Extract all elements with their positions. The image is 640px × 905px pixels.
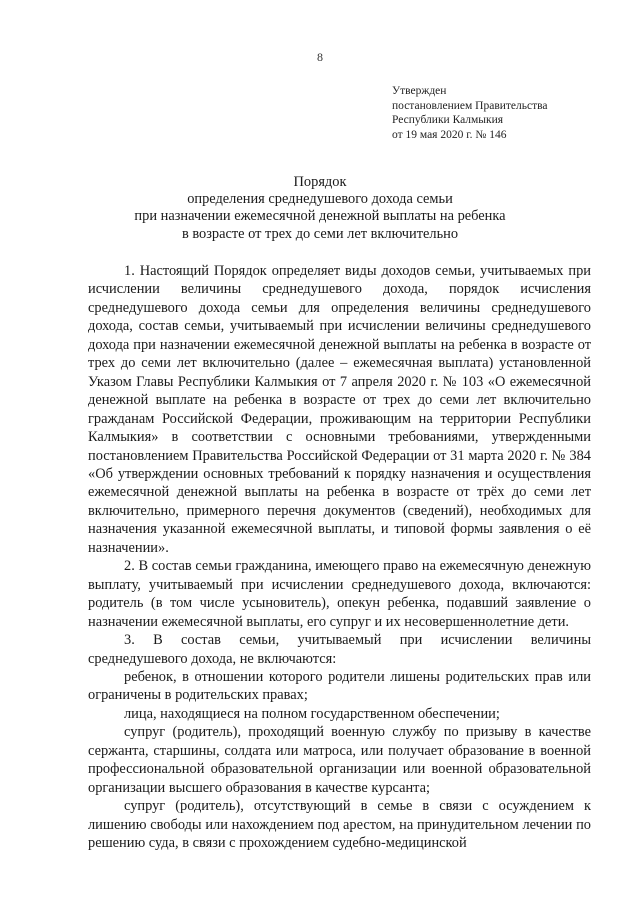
title-line: при назначении ежемесячной денежной выплаты на ребенка — [134, 208, 506, 225]
approval-stamp — [392, 84, 548, 142]
approval-line: от 19 мая 2020 г. № 146 — [392, 128, 507, 141]
approval-line: Республики Калмыкия — [392, 114, 504, 126]
document-body — [88, 262, 591, 853]
paragraph-2: 2. В состав семьи гражданина, имеющего право на ежемесячную денежную выплату, учитываемый при исчислении среднедушевого дохода, включаются: родитель (в том числе усыновитель), опекун ребенка, подавший заявление о назначении ежемесячной выплаты, его супруг и их несовершеннолетние дети. — [88, 558, 591, 630]
paragraph-military: супруг (родитель), проходящий военную службу по призыву в качестве сержанта, старшины, солдата или матроса, или получает образование в военной профессиональной образовательной организации или военной образовательной организации высшего образования в качестве курсанта; — [88, 724, 591, 796]
paragraph-3: 3. В состав семьи, учитываемый при исчислении величины среднедушевого дохода, не включаются: — [88, 632, 591, 667]
title-line: Порядок — [293, 174, 347, 190]
paragraph-child-exclusion: ребенок, в отношении которого родители лишены родительских прав или ограничены в родительских правах; — [88, 668, 591, 704]
title-line: в возрасте от трех до семи лет включительно — [181, 225, 459, 242]
title-line: определения среднедушевого дохода семьи — [187, 191, 453, 208]
document-title — [60, 174, 580, 243]
paragraph-state-support: лица, находящиеся на полном государственном обеспечении; — [124, 705, 500, 722]
paragraph-absent-spouse: супруг (родитель), отсутствующий в семье в связи с осуждением к лишению свободы или нахождением под арестом, на принудительном лечении по решению суда, в связи с прохождением судебно-медицинской — [88, 798, 591, 852]
approval-line: постановлением Правительства — [392, 99, 548, 112]
approval-line: Утвержден — [392, 85, 447, 97]
page-number: 8 — [317, 50, 323, 64]
paragraph-1: 1. Настоящий Порядок определяет виды доходов семьи, учитываемых при исчислении величины среднедушевого дохода, порядок исчисления среднедушевого дохода семьи для определения величины среднедушевого дохода, состав семьи, учитываемый при исчислении величины среднедушевого дохода при назначении ежемесячной денежной выплаты на ребенка в возрасте от трех до семи лет включительно (далее – ежемесячная выплата) установленной Указом Главы Республики Калмыкия от 7 апреля 2020 г. № 103 «О ежемесячной денежной выплате на ребенка в возрасте от трех до семи лет включительно гражданам Российской Федерации, проживающим на территории Республики Калмыкия» в соответствии с основными требованиями, утвержденными постановлением Правительства Российской Федерации от 31 марта 2020 г. № 384 «Об утверждении основных требований к порядку назначения и осуществления ежемесячной денежной выплаты на ребенка в возрасте от трёх до семи лет включительно, примерного перечня документов (сведений), необходимых для назначения указанной ежемесячной выплаты, и типовой формы заявления о её назначении». — [88, 263, 591, 556]
